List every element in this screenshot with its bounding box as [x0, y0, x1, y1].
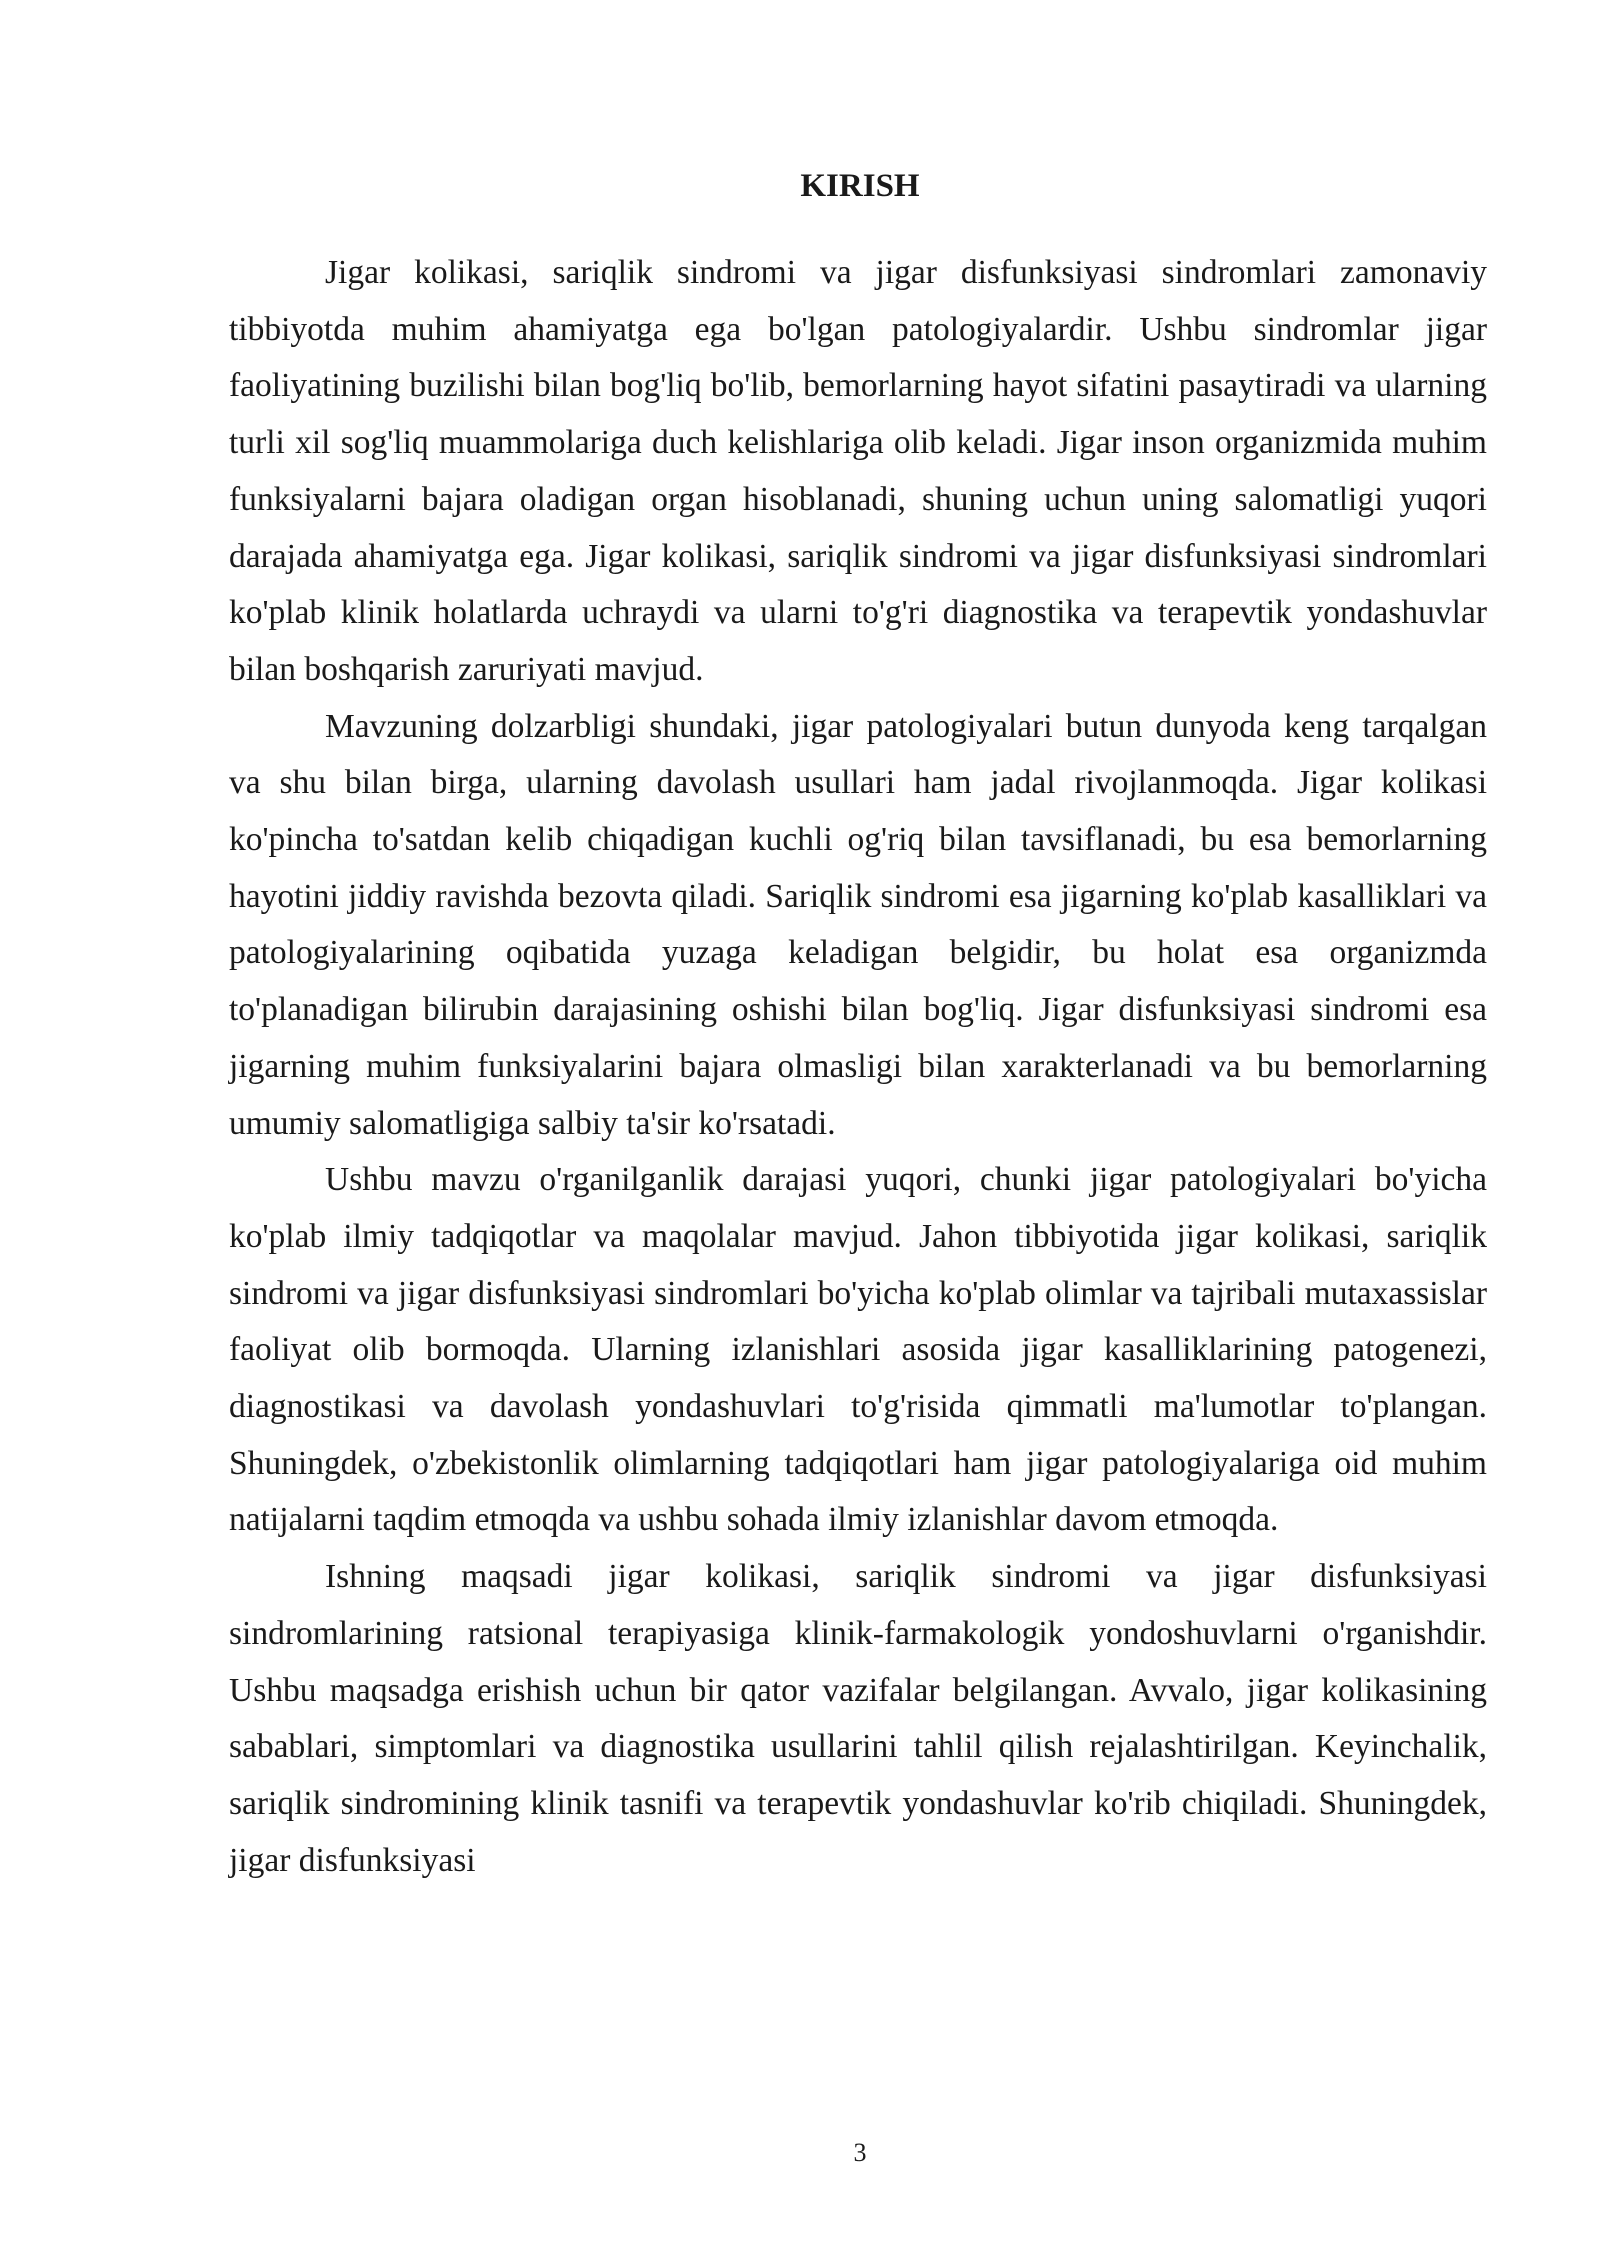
section-heading: KIRISH [800, 168, 920, 204]
body-text [229, 245, 1487, 1889]
paragraph-objective: Ishning maqsadi jigar kolikasi, sariqlik sindromi va jigar disfunksiyasi sindromlarining ratsional terapiyasiga klinik-farmakologik yondoshuvlarni o'rganishdir. Ushbu maqsadga erishish uchun bir qator vazifalar belgilangan. Avvalo, jigar kolikasining sabablari, simptomlari va diagnostika usullarini tahlil qilish rejalashtirilgan. Keyinchalik, sariqlik sindromining klinik tasnifi va terapevtik yondashuvlar ko'rib chiqiladi. Shuningdek, jigar disfunksiyasi [229, 1558, 1487, 1879]
paragraph-study-level: Ushbu mavzu o'rganilganlik darajasi yuqori, chunki jigar patologiyalari bo'yicha ko'plab ilmiy tadqiqotlar va maqolalar mavjud. Jahon tibbiyotida jigar kolikasi, sariqlik sindromi va jigar disfunksiyasi sindromlari bo'yicha ko'plab olimlar va tajribali mutaxassislar faoliyat olib bormoqda. Ularning izlanishlari asosida jigar kasalliklarining patogenezi, diagnostikasi va davolash yondashuvlari to'g'risida qimmatli ma'lumotlar to'plangan. Shuningdek, o'zbekistonlik olimlarning tadqiqotlari ham jigar patologiyalariga oid muhim natijalarni taqdim etmoqda va ushbu sohada ilmiy izlanishlar davom etmoqda. [229, 1161, 1487, 1539]
paragraph-relevance: Mavzuning dolzarbligi shundaki, jigar patologiyalari butun dunyoda keng tarqalgan va shu bilan birga, ularning davolash usullari ham jadal rivojlanmoqda. Jigar kolikasi ko'pincha to'satdan kelib chiqadigan kuchli og'riq bilan tavsiflanadi, bu esa bemorlarning hayotini jiddiy ravishda bezovta qiladi. Sariqlik sindromi esa jigarning ko'plab kasalliklari va patologiyalarining oqibatida yuzaga keladigan belgidir, bu holat esa organizmda to'planadigan bilirubin darajasining oshishi bilan bog'liq. Jigar disfunksiyasi sindromi esa jigarning muhim funksiyalarini bajara olmasligi bilan xarakterlanadi va bu bemorlarning umumiy salomatligiga salbiy ta'sir ko'rsatadi. [229, 707, 1487, 1142]
page-number: 3 [853, 2138, 867, 2167]
paragraph-introduction: Jigar kolikasi, sariqlik sindromi va jigar disfunksiyasi sindromlari zamonaviy tibbiyotda muhim ahamiyatga ega bo'lgan patologiyalardir. Ushbu sindromlar jigar faoliyatining buzilishi bilan bog'liq bo'lib, bemorlarning hayot sifatini pasaytiradi va ularning turli xil sog'liq muammolariga duch kelishlariga olib keladi. Jigar inson organizmida muhim funksiyalarni bajara oladigan organ hisoblanadi, shuning uchun uning salomatligi yuqori darajada ahamiyatga ega. Jigar kolikasi, sariqlik sindromi va jigar disfunksiyasi sindromlari ko'plab klinik holatlarda uchraydi va ularni to'g'ri diagnostika va terapevtik yondashuvlar bilan boshqarish zaruriyati mavjud. [229, 254, 1487, 688]
